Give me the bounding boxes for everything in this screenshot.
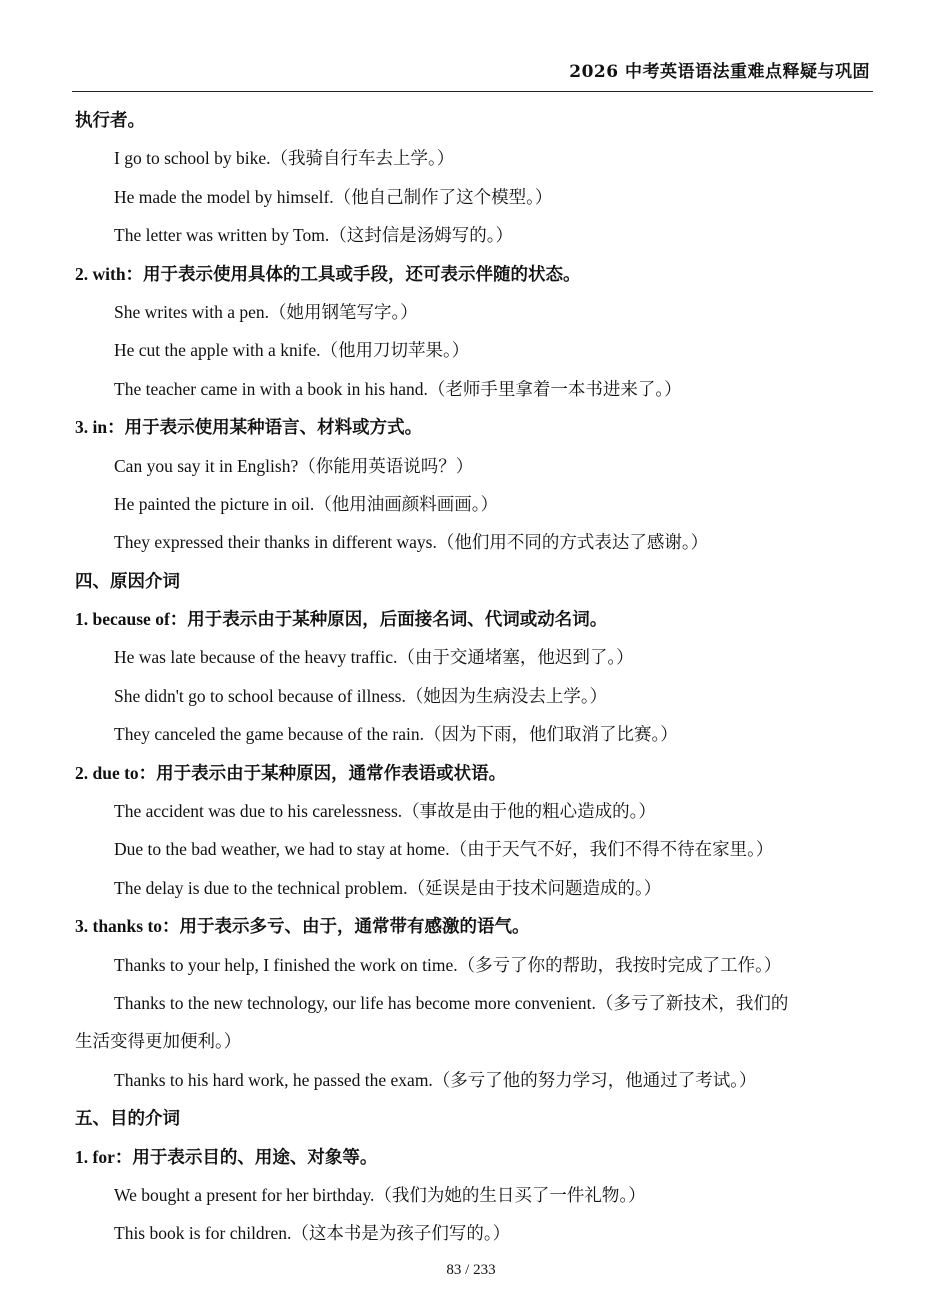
- text-line: Can you say it in English?（你能用英语说吗？）: [114, 455, 474, 476]
- heading-line: 2. with：用于表示使用具体的工具或手段，还可表示伴随的状态。: [75, 263, 581, 284]
- text-line: He was late because of the heavy traffic.（由于交通堵塞，他迟到了。）: [114, 647, 634, 668]
- text-line: This book is for children.（这本书是为孩子们写的。）: [114, 1223, 511, 1244]
- text-line: The teacher came in with a book in his hand.（老师手里拿着一本书进来了。）: [114, 378, 682, 399]
- text-line: She didn't go to school because of illness.（她因为生病没去上学。）: [114, 685, 608, 706]
- text-line: Thanks to the new technology, our life has become more convenient.（多亏了新技术，我们的: [114, 992, 789, 1013]
- text-line: I go to school by bike.（我骑自行车去上学。）: [114, 148, 455, 169]
- document-body: [75, 101, 875, 1253]
- header-title: 2026 中考英语语法重难点释疑与巩固: [569, 62, 870, 82]
- heading-line: 执行者。: [75, 110, 145, 130]
- header-divider: [72, 91, 873, 92]
- text-line: He cut the apple with a knife.（他用刀切苹果。）: [114, 340, 470, 361]
- text-line: She writes with a pen.（她用钢笔写字。）: [114, 301, 418, 322]
- text-line: Thanks to his hard work, he passed the exam.（多亏了他的努力学习，他通过了考试。）: [114, 1069, 757, 1090]
- heading-line: 3. in：用于表示使用某种语言、材料或方式。: [75, 417, 423, 438]
- text-line: The accident was due to his carelessness.（事故是由于他的粗心造成的。）: [114, 801, 656, 822]
- text-line: We bought a present for her birthday.（我们为她的生日买了一件礼物。）: [114, 1184, 646, 1205]
- text-line: They canceled the game because of the rain.（因为下雨，他们取消了比赛。）: [114, 724, 678, 745]
- text-line: Due to the bad weather, we had to stay at home.（由于天气不好，我们不得不待在家里。）: [114, 839, 774, 860]
- page-number: 83 / 233: [446, 1262, 496, 1278]
- heading-line: 五、目的介词: [75, 1108, 180, 1129]
- text-line: Thanks to your help, I finished the work on time.（多亏了你的帮助，我按时完成了工作。）: [114, 954, 782, 975]
- text-line: 生活变得更加便利。）: [75, 1031, 242, 1052]
- heading-line: 1. for：用于表示目的、用途、对象等。: [75, 1146, 378, 1167]
- heading-line: 2. due to：用于表示由于某种原因，通常作表语或状语。: [75, 762, 507, 783]
- text-line: He made the model by himself.（他自己制作了这个模型。）: [114, 186, 553, 207]
- heading-line: 四、原因介词: [75, 570, 180, 591]
- heading-line: 1. because of：用于表示由于某种原因，后面接名词、代词或动名词。: [75, 609, 608, 630]
- text-line: The letter was written by Tom.（这封信是汤姆写的。）: [114, 225, 513, 246]
- text-line: They expressed their thanks in different ways.（他们用不同的方式表达了感谢。）: [114, 532, 709, 553]
- text-line: He painted the picture in oil.（他用油画颜料画画。）: [114, 493, 498, 514]
- text-line: The delay is due to the technical problem.（延误是由于技术问题造成的。）: [114, 877, 662, 898]
- heading-line: 3. thanks to：用于表示多亏、由于，通常带有感激的语气。: [75, 916, 530, 937]
